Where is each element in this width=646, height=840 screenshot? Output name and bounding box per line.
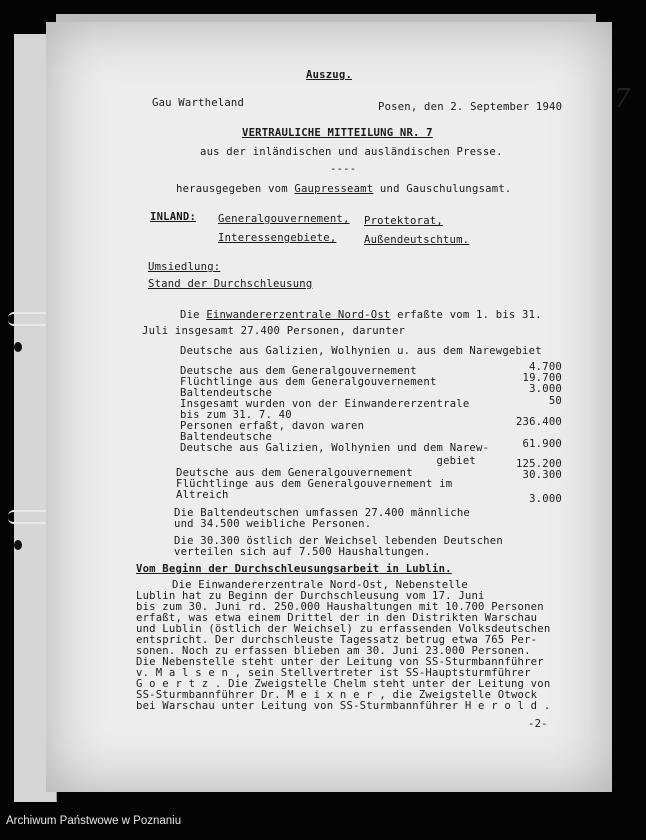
paragraph-line: und 34.500 weibliche Personen. [174,518,372,530]
topic: Außendeutschtum. [364,234,470,246]
paragraph-line: Die Baltendeutschen umfassen 27.400 männliche [174,507,471,519]
text-fragment: erfaßte vom 1. bis 31. [390,309,542,321]
page-mark: 7 [614,84,631,114]
publisher-prefix: herausgegeben vom [176,183,295,195]
stat-label: Personen erfaßt, davon waren [180,420,365,432]
place-date: Posen, den 2. September 1940 [378,101,563,113]
punch-hole [14,540,22,550]
stat-value: 50 [548,395,562,407]
inland-label: INLAND: [150,211,197,223]
stat-label: gebiet [436,455,476,467]
body-line: Lublin hat zu Beginn der Durchschleusung vom 17. Juni [136,590,485,602]
text-fragment: Die [180,309,207,321]
stat-value: 4.700 [529,361,562,373]
publisher-suffix: und Gauschulungsamt. [373,183,512,195]
body-line: Die Einwandererzentrale Nord-Ost, Nebenstelle [172,579,469,591]
publisher-line [176,184,511,195]
stat-label: Flüchtlinge aus dem Generalgouvernement im [176,478,453,490]
stat-label: Deutsche aus dem Generalgouvernement [180,365,417,377]
paragraph-line: Deutsche aus Galizien, Wolhynien u. aus dem Narewgebiet [180,345,542,357]
paragraph-line: verteilen sich auf 7.500 Haushaltungen. [174,546,431,558]
document-page [46,22,631,792]
section-title: Vom Beginn der Durchschleusungsarbeit in Lublin. [136,563,452,575]
paragraph-line [180,310,542,321]
stat-value: 30.300 [522,469,562,481]
stat-label: Insgesamt wurden von der Einwandererzentrale [180,398,470,410]
topic: Protektorat, [364,215,443,227]
stat-value: 3.000 [529,493,562,505]
page-number: -2- [528,718,548,730]
stat-value: 125.200 [515,458,562,470]
body-line: erfaßt, was etwa einem Drittel der in den Distrikten Warschau [136,612,538,624]
body-line: bis zum 30. Juni rd. 250.000 Haushaltungen mit 10.700 Personen [136,601,544,613]
paragraph-line: Juli insgesamt 27.400 Personen, darunter [142,325,406,337]
stat-label: Flüchtlinge aus dem Generalgouvernement [180,376,437,388]
body-line: sonen. Noch zu erfassen blieben am 30. Juni 23.000 Personen. [136,645,531,657]
stat-value: 61.900 [522,438,562,450]
stat-label: Deutsche aus dem Generalgouvernement [176,467,413,479]
stat-label: Baltendeutsche [180,431,273,443]
body-line: G o e r t z . Die Zweigstelle Chelm steht unter der Leitung von [136,678,551,690]
stat-label: bis zum 31. 7. 40 [180,409,292,421]
org-name: Einwandererzentrale Nord-Ost [206,309,391,321]
stat-label: Baltendeutsche [180,387,273,399]
stat-value: 236.400 [515,416,562,428]
body-line: entspricht. Der durchschleuste Tagessatz betrug etwa 765 Per- [136,634,538,646]
section-title: Umsiedlung: [148,261,221,273]
paragraph-line: Die 30.300 östlich der Weichsel lebenden Deutschen [174,535,503,547]
body-line: v. M a l s e n , sein Stellvertreter ist SS-Hauptsturmführer [136,667,531,679]
document-title: VERTRAULICHE MITTEILUNG NR. 7 [242,127,433,139]
stat-label: Altreich [176,489,229,501]
stat-label: Deutsche aus Galizien, Wolhynien und dem Narew- [180,442,490,454]
separator: ---- [330,163,357,175]
region: Gau Wartheland [152,97,245,109]
body-line: SS-Sturmbannführer Dr. M e i x n e r , die Zweigstelle Otwock [136,689,538,701]
archive-label: Archiwum Państwowe w Poznaniu [6,815,182,827]
topic: Generalgouvernement, [218,213,350,225]
body-line: bei Warschau unter Leitung von SS-Sturmbannführer H e r o l d . [136,700,551,712]
stat-value: 3.000 [529,383,562,395]
document-heading: Auszug. [306,69,353,81]
body-line: Die Nebenstelle steht unter der Leitung von SS-Sturmbannführer [136,656,544,668]
section-subtitle: Stand der Durchschleusung [148,278,313,290]
punch-hole [14,342,22,352]
topic: Interessengebiete, [218,232,337,244]
document-subtitle: aus der inländischen und ausländischen Presse. [200,146,503,158]
publisher-office: Gaupresseamt [294,183,374,195]
body-line: und Lublin (östlich der Weichsel) zu erfassenden Volksdeutschen [136,623,551,635]
stat-value: 19.700 [522,372,562,384]
